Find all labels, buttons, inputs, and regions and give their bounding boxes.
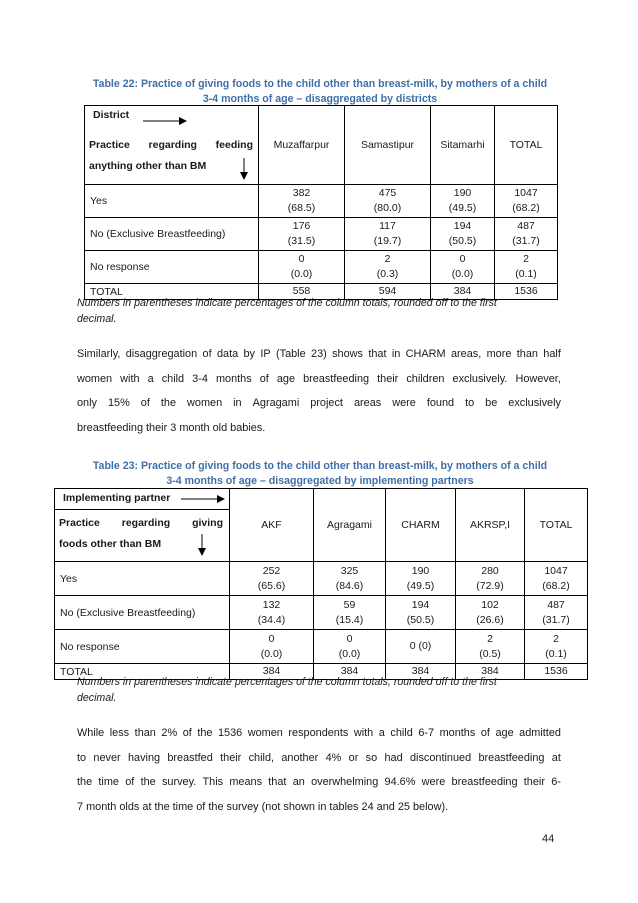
cell-percent: (31.5) bbox=[287, 235, 316, 247]
table23-col-header: AKF bbox=[230, 489, 314, 562]
cell-count: 487 bbox=[517, 220, 535, 232]
row-label: No response bbox=[55, 630, 230, 664]
table-row bbox=[85, 185, 558, 218]
table23-corner-line-2: foods other than BM bbox=[59, 538, 162, 550]
table-cell bbox=[345, 218, 431, 251]
table-cell bbox=[230, 596, 314, 630]
cell-percent: (0.5) bbox=[479, 647, 501, 660]
paragraph-line: only 15% of the women in Agragami project areas were found to be exclusively bbox=[77, 397, 561, 409]
table22-caption bbox=[60, 77, 580, 107]
cell-percent: (19.7) bbox=[373, 235, 402, 247]
table-cell bbox=[495, 251, 558, 284]
cell-count: 382 bbox=[292, 187, 311, 199]
paragraph-line: the time of the survey. This means that an overwhelming 94.6% were breastfeeding their 6- bbox=[77, 776, 561, 788]
cell-percent: (31.7) bbox=[512, 235, 540, 247]
table23-header-row bbox=[55, 489, 588, 562]
table23-corner-header bbox=[55, 489, 230, 562]
table23-corner-line-1: Practice regarding giving bbox=[59, 517, 223, 529]
row-label: Yes bbox=[55, 562, 230, 596]
table-cell bbox=[345, 185, 431, 218]
cell-count: 176 bbox=[292, 220, 311, 232]
cell-count: 2 bbox=[487, 632, 493, 645]
table23-note bbox=[77, 674, 497, 706]
cell-count: 0 (0) bbox=[409, 640, 432, 652]
table-cell bbox=[230, 630, 314, 664]
table22-col-header: Muzaffarpur bbox=[259, 106, 345, 185]
cell-percent: (72.9) bbox=[476, 579, 504, 592]
table-cell bbox=[495, 185, 558, 218]
table22-col-header: Samastipur bbox=[345, 106, 431, 185]
table22 bbox=[84, 105, 558, 300]
table-cell bbox=[230, 562, 314, 596]
table22-caption-line-2: 3-4 months of age – disaggregated by districts bbox=[202, 93, 438, 105]
row-label: Yes bbox=[85, 185, 259, 218]
cell-count: 102 bbox=[481, 598, 499, 611]
cell-count: 194 bbox=[453, 220, 472, 232]
table-cell bbox=[259, 185, 345, 218]
cell-percent: (15.4) bbox=[335, 613, 364, 626]
table23 bbox=[54, 488, 588, 680]
table-cell: 384 bbox=[456, 664, 525, 680]
table-row bbox=[55, 630, 588, 664]
paragraph-2 bbox=[77, 721, 561, 819]
cell-count: 1047 bbox=[514, 187, 538, 199]
table22-header-row bbox=[85, 106, 558, 185]
table-row bbox=[55, 596, 588, 630]
table-cell bbox=[525, 562, 588, 596]
cell-percent: (50.5) bbox=[448, 235, 477, 247]
down-arrow-icon bbox=[239, 158, 249, 180]
paragraph-line: While less than 2% of the 1536 women respondents with a child 6-7 months of age admitted bbox=[77, 727, 561, 739]
cell-percent: (68.5) bbox=[287, 202, 316, 214]
table-cell: 558 bbox=[259, 284, 345, 300]
table22-corner-line-2: anything other than BM bbox=[89, 160, 207, 172]
right-arrow-icon bbox=[143, 116, 187, 126]
cell-count: 2 bbox=[553, 632, 559, 645]
cell-count: 252 bbox=[262, 564, 281, 577]
table-cell: 384 bbox=[431, 284, 495, 300]
table-row bbox=[55, 562, 588, 596]
paragraph-line: women with a child 3-4 months of age breastfeeding their children exclusively. However, bbox=[77, 372, 561, 385]
cell-count: 2 bbox=[523, 253, 529, 265]
table-cell bbox=[386, 596, 456, 630]
cell-percent: (65.6) bbox=[257, 579, 286, 592]
table-cell: 384 bbox=[314, 664, 386, 680]
cell-percent: (68.2) bbox=[542, 579, 570, 592]
table-cell: 384 bbox=[230, 664, 314, 680]
table22-col-header: Sitamarhi bbox=[431, 106, 495, 185]
paragraph-1 bbox=[77, 342, 561, 440]
table-cell bbox=[456, 562, 525, 596]
cell-count: 59 bbox=[343, 598, 356, 611]
table23-caption-line-1: Table 23: Practice of giving foods to the child other than breast-milk, by mothers of a child bbox=[92, 460, 548, 472]
row-label: TOTAL bbox=[85, 284, 259, 300]
cell-percent: (0.0) bbox=[260, 647, 283, 660]
table22-corner-top: District bbox=[93, 109, 130, 121]
table22-note-line-1: Numbers in parentheses indicate percentages of the column totals, rounded off to the first bbox=[77, 297, 497, 309]
paragraph-line: breastfeeding their 3 month old babies. bbox=[77, 421, 266, 434]
table-cell bbox=[525, 630, 588, 664]
cell-percent: (0.1) bbox=[545, 647, 567, 660]
cell-percent: (84.6) bbox=[335, 579, 364, 592]
table-cell: 1536 bbox=[525, 664, 588, 680]
table23-col-header: Agragami bbox=[314, 489, 386, 562]
table-cell: 1536 bbox=[495, 284, 558, 300]
table-cell bbox=[314, 562, 386, 596]
paragraph-line: 7 month olds at the time of the survey (not shown in tables 24 and 25 below). bbox=[77, 800, 449, 813]
cell-count: 190 bbox=[453, 187, 472, 199]
cell-percent: (68.2) bbox=[512, 202, 540, 214]
table23-col-header: TOTAL bbox=[525, 489, 588, 562]
right-arrow-icon bbox=[181, 494, 225, 504]
table-cell bbox=[431, 251, 495, 284]
cell-percent: (34.4) bbox=[257, 613, 286, 626]
table-cell bbox=[386, 630, 456, 664]
table-cell bbox=[525, 596, 588, 630]
table22-note-line-2: decimal. bbox=[77, 313, 117, 325]
paragraph-line: to never having breastfed their child, another 4% or so had discontinued breastfeeding at bbox=[77, 751, 561, 764]
down-arrow-icon bbox=[197, 534, 207, 556]
table-cell bbox=[259, 218, 345, 251]
table-cell bbox=[431, 218, 495, 251]
cell-percent: (0.3) bbox=[376, 268, 399, 280]
cell-count: 0 bbox=[268, 632, 275, 645]
cell-count: 194 bbox=[411, 598, 430, 611]
table-cell bbox=[431, 185, 495, 218]
table-cell bbox=[495, 218, 558, 251]
cell-percent: (0.0) bbox=[451, 268, 474, 280]
cell-percent: (49.5) bbox=[406, 579, 435, 592]
row-label: No response bbox=[85, 251, 259, 284]
table-cell bbox=[259, 251, 345, 284]
table23-note-line-1: Numbers in parentheses indicate percentages of the column totals, rounded off to the first bbox=[77, 676, 497, 688]
table-row bbox=[85, 251, 558, 284]
cell-count: 190 bbox=[411, 564, 430, 577]
table-cell bbox=[456, 596, 525, 630]
table-cell bbox=[314, 596, 386, 630]
table-cell bbox=[386, 562, 456, 596]
cell-percent: (49.5) bbox=[448, 202, 477, 214]
cell-count: 280 bbox=[481, 564, 499, 577]
cell-count: 487 bbox=[547, 598, 565, 611]
table22-corner-bottom bbox=[89, 135, 253, 177]
cell-percent: (26.6) bbox=[476, 613, 504, 626]
paragraph-line: Similarly, disaggregation of data by IP (Table 23) shows that in CHARM areas, more than half bbox=[77, 348, 561, 360]
table23-note-line-2: decimal. bbox=[77, 692, 117, 704]
table22-note bbox=[77, 295, 497, 327]
table22-corner-header bbox=[85, 106, 259, 185]
table23-caption-line-2: 3-4 months of age – disaggregated by implementing partners bbox=[166, 475, 474, 487]
cell-count: 475 bbox=[378, 187, 397, 199]
table-cell bbox=[456, 630, 525, 664]
table22-corner-line-1: Practice regarding feeding bbox=[89, 139, 253, 151]
row-label: No (Exclusive Breastfeeding) bbox=[85, 218, 259, 251]
table-row bbox=[85, 218, 558, 251]
row-label: No (Exclusive Breastfeeding) bbox=[55, 596, 230, 630]
cell-count: 325 bbox=[340, 564, 359, 577]
row-label: TOTAL bbox=[55, 664, 230, 680]
cell-count: 117 bbox=[379, 220, 396, 232]
cell-count: 132 bbox=[262, 598, 281, 611]
table22-caption-line-1: Table 22: Practice of giving foods to the child other than breast-milk, by mothers of a child bbox=[92, 78, 548, 90]
cell-percent: (31.7) bbox=[542, 613, 570, 626]
cell-percent: (0.0) bbox=[290, 268, 313, 280]
cell-percent: (80.0) bbox=[373, 202, 402, 214]
cell-count: 0 bbox=[298, 253, 305, 265]
cell-count: 0 bbox=[346, 632, 353, 645]
table23-col-header: CHARM bbox=[386, 489, 456, 562]
table22-col-header: TOTAL bbox=[495, 106, 558, 185]
table-cell bbox=[314, 630, 386, 664]
table23-col-header: AKRSP,I bbox=[456, 489, 525, 562]
cell-percent: (0.0) bbox=[338, 647, 361, 660]
cell-percent: (0.1) bbox=[515, 268, 537, 280]
table23-caption bbox=[60, 459, 580, 489]
cell-percent: (50.5) bbox=[406, 613, 435, 626]
table-cell bbox=[345, 251, 431, 284]
cell-count: 0 bbox=[459, 253, 466, 265]
table23-corner-top: Implementing partner bbox=[63, 492, 171, 504]
table-cell: 384 bbox=[386, 664, 456, 680]
cell-count: 2 bbox=[384, 253, 391, 265]
table-cell: 594 bbox=[345, 284, 431, 300]
page-number: 44 bbox=[542, 833, 555, 845]
cell-count: 1047 bbox=[544, 564, 568, 577]
